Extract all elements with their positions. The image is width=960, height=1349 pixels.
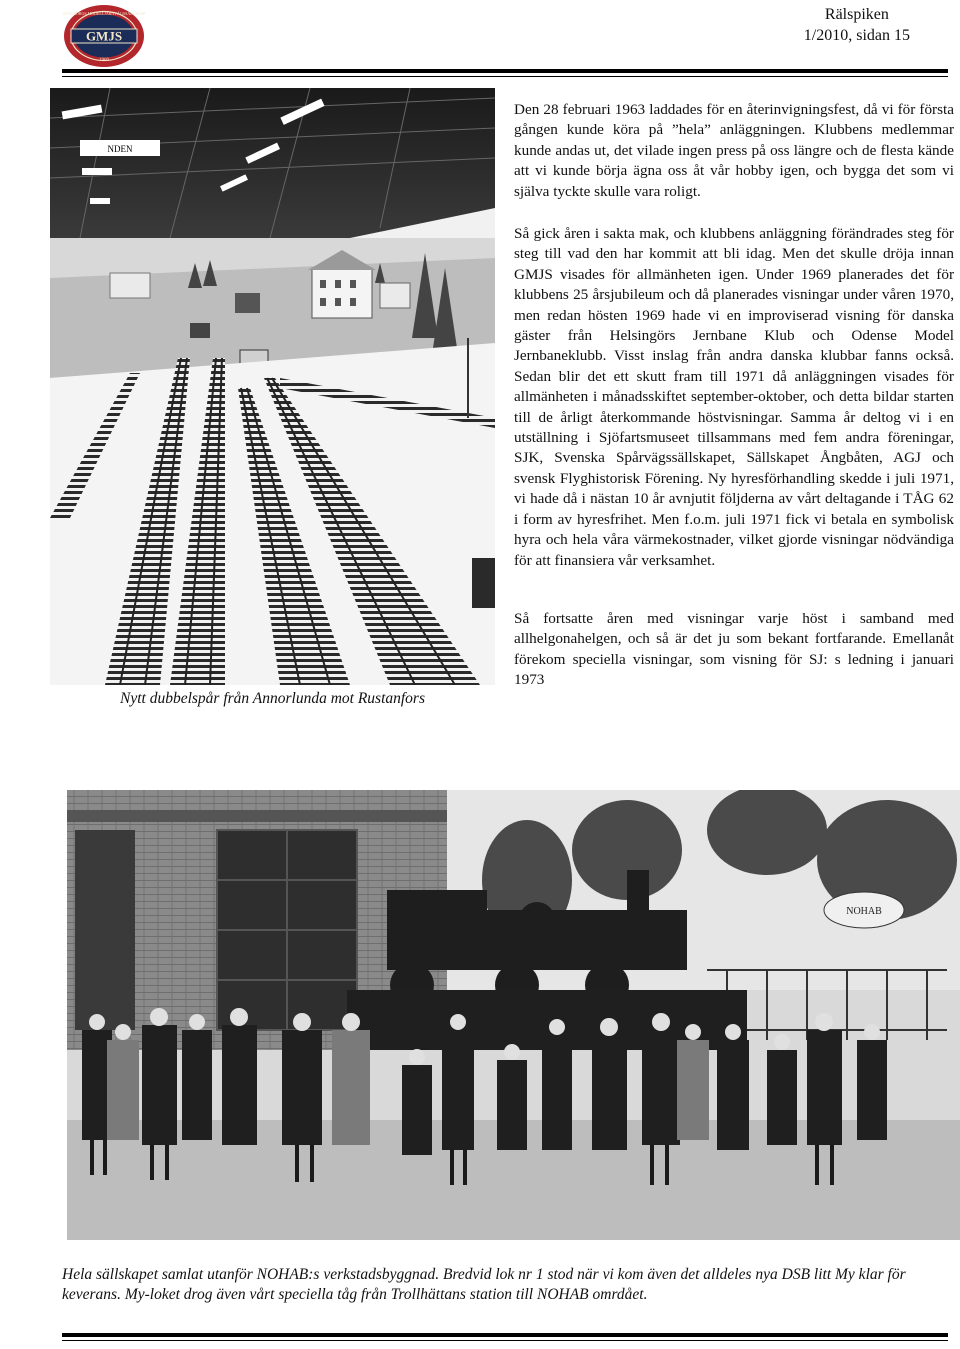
issue-page: 1/2010, sidan 15	[803, 27, 910, 44]
footer-rule	[62, 1333, 948, 1337]
svg-text:GMJS: GMJS	[85, 28, 123, 44]
header-rule	[62, 69, 948, 73]
publication-title: Rälspiken	[824, 6, 889, 23]
svg-text:1960: 1960	[99, 58, 109, 63]
page-header	[804, 4, 910, 46]
svg-text:NDEN: NDEN	[107, 144, 133, 154]
article-paragraph-1: Den 28 februari 1963 laddades för en återinvigningsfest, då vi för första gången kunde köra på ”hela” anläggningen. Klubbens medlemmar kunde andas ut, det vilade ingen press på oss längre och de flesta kände att vi kunde börja ägna oss åt vår hobby igen, och bygga det som vi själva tyckte skulle vara roligt.	[514, 101, 954, 200]
bottom-photo-caption: Hela sällskapet samlat utanför NOHAB:s verkstadsbyggnad. Bredvid lok nr 1 stod när vi kom även det alldeles nya DSB litt My klar för keverans. My-loket drog även vårt speciella tåg från Trollhättans station till NOHAB omrdået.	[62, 1266, 906, 1303]
svg-text:NOHAB: NOHAB	[846, 906, 882, 917]
article-paragraph-3: Så fortsatte åren med visningar varje höst i samband med allhelgonahelgen, och så är det ju som bekant fortfarande. Emellanåt förekom speciella visningar, som visning för SJ: s ledning i januari 1973	[514, 610, 954, 689]
footer-rule-thin	[62, 1340, 948, 1341]
svg-text:GÖTEBORGS MODELLJÄRNVÄGSSÄLLSK: GÖTEBORGS MODELLJÄRNVÄGSSÄLLSKAP	[62, 11, 146, 16]
article-paragraph-2: Så gick åren i sakta mak, och klubbens anläggning förändrades steg för steg till vad den har kommit att bli idag. Men det skulle dröja innan GMJS visades för allmänheten igen. Under 1969 planerades det för klubbens 25 årsjubileum och då planerades visningar under våren 1970, men redan hösten 1969 hade vi en improviserad visning för danska gäster från Helsingörs Jernbane Klub och Odense Model Jernbaneklubb. Visst inslag från andra danska klubbar fanns också. Sedan blir det ett skutt fram till 1971 då anläggningen visades för allmänheten i månadsskiftet september-oktober, och detta bildar starten till de årligt återkommande höstvisningar. Samma år deltog vi i en utställning i Sjöfartsmuseet tillsammans med fem andra föreningar, SJK, Svenska Spårvägssällskapet, Sällskapet Ångbåten, AGJ och svensk Flyghistorisk Förening. Ny hyresförhandling skedde i juli 1971, vi hade då i nästan 10 år avnjutit följderna av vårt deltagande i TÅG 62 i form av hyresfrihet. Men f.o.m. juli 1971 fick vi betala en symbolisk hyra och hela våra värmekostnader, vilket gjorde visningar nödvändiga för att finansiera vår verksamhet.	[514, 225, 954, 569]
gmjs-logo	[62, 3, 146, 69]
group-photo	[67, 790, 960, 1240]
header-rule-thin	[62, 76, 948, 77]
model-railway-photo	[50, 88, 495, 685]
top-photo-caption: Nytt dubbelspår från Annorlunda mot Rustanfors	[120, 690, 425, 707]
